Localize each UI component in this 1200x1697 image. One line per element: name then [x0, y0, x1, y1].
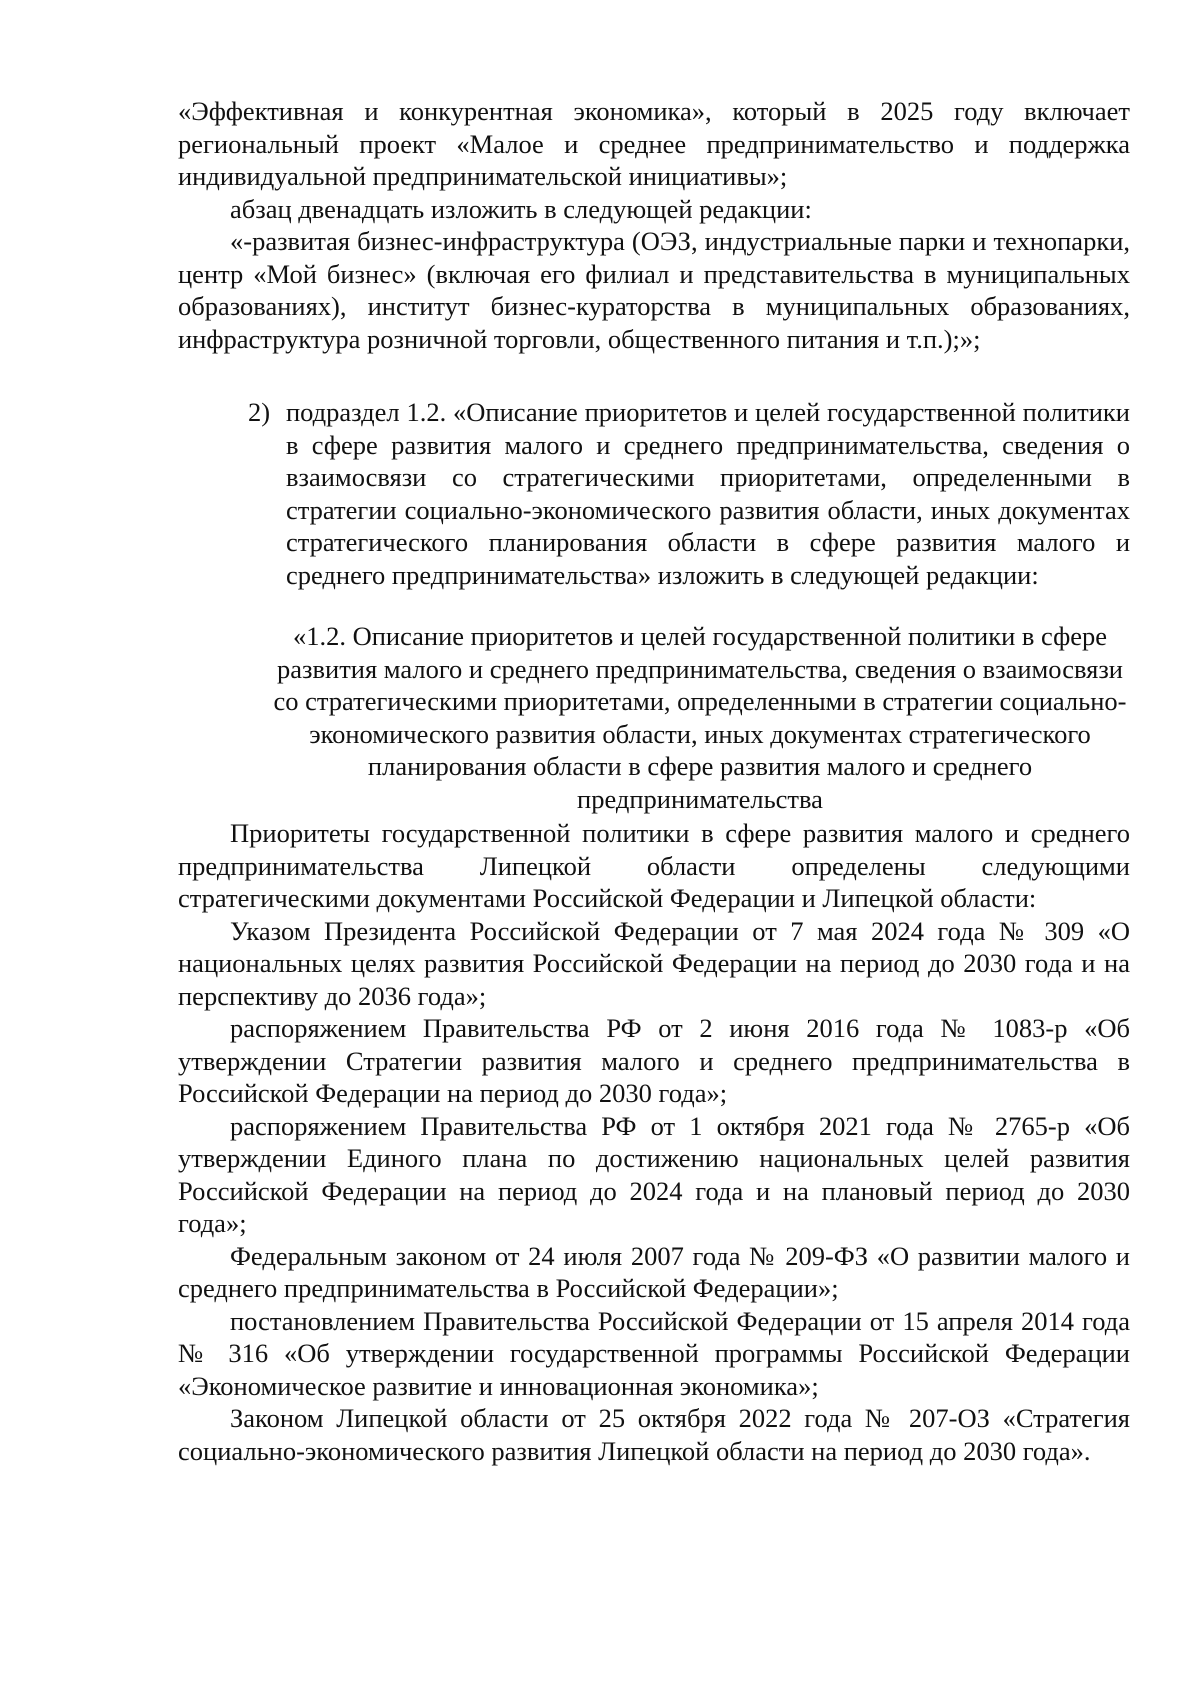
paragraph-economy: «Эффективная и конкурентная экономика», который в 2025 году включает региональный проект «Малое и среднее предпринимательство и поддержка индивидуальной предпринимательской инициативы»; [178, 96, 1130, 191]
paragraph-rasp-2765: распоряжением Правительства РФ от 1 октября 2021 года № 2765-р «Об утверждении Единого плана по достижению национальных целей развития Российской Федерации на период до 2024 года и на плановый период до 2030 года»; [178, 1110, 1130, 1238]
intro-block [178, 95, 1130, 355]
paragraph-abzac: абзац двенадцать изложить в следующей редакции: [230, 193, 812, 224]
section-heading: «1.2. Описание приоритетов и целей государственной политики в сфере развития малого и среднего предпринимательства, сведения о взаимосвязи со стратегическими приоритетами, определенными в стратегии социально-экономического развития области, иных документах стратегического планирования области в сфере развития малого и среднего предпринимательства [273, 621, 1127, 814]
list-item-2 [248, 396, 1130, 591]
body-block [178, 817, 1130, 1467]
list-item-text: подраздел 1.2. «Описание приоритетов и целей государственной политики в сфере развития малого и среднего предпринимательства, сведения о взаимосвязи со стратегическими приоритетами, определенными в стратегии социально-экономического развития области, иных документах стратегического планирования области в сфере развития малого и среднего предпринимательства» изложить в следующей редакции: [286, 397, 1130, 590]
paragraph-ukaz: Указом Президента Российской Федерации от 7 мая 2024 года № 309 «О национальных целях развития Российской Федерации на период до 2030 года и на перспективу до 2036 года»; [178, 915, 1130, 1011]
paragraph-rasp-1083: распоряжением Правительства РФ от 2 июня 2016 года № 1083-р «Об утверждении Стратегии развития малого и среднего предпринимательства в Российской Федерации на период до 2030 года»; [178, 1013, 1130, 1108]
paragraph-post-316: постановлением Правительства Российской Федерации от 15 апреля 2014 года № 316 «Об утверждении государственной программы Российской Федерации «Экономическое развитие и инновационная экономика»; [178, 1305, 1130, 1401]
list-marker: 2) [248, 397, 271, 427]
paragraph-fz-209: Федеральным законом от 24 июля 2007 года № 209-ФЗ «О развитии малого и среднего предпринимательства в Российской Федерации»; [178, 1240, 1130, 1303]
paragraph-zakon-207: Законом Липецкой области от 25 октября 2022 года № 207-ОЗ «Стратегия социально-экономического развития Липецкой области на период до 2030 года». [178, 1403, 1130, 1466]
paragraph-priorities: Приоритеты государственной политики в сфере развития малого и среднего предпринимательства Липецкой области определены следующими стратегическими документами Российской Федерации и Липецкой области: [178, 818, 1130, 913]
paragraph-infrastructure: «-развитая бизнес-инфраструктура (ОЭЗ, индустриальные парки и технопарки, центр «Мой бизнес» (включая его филиал и представительства в муниципальных образованиях), институт бизнес-кураторства в муниципальных образованиях, инфраструктура розничной торговли, общественного питания и т.п.);»; [178, 226, 1130, 354]
